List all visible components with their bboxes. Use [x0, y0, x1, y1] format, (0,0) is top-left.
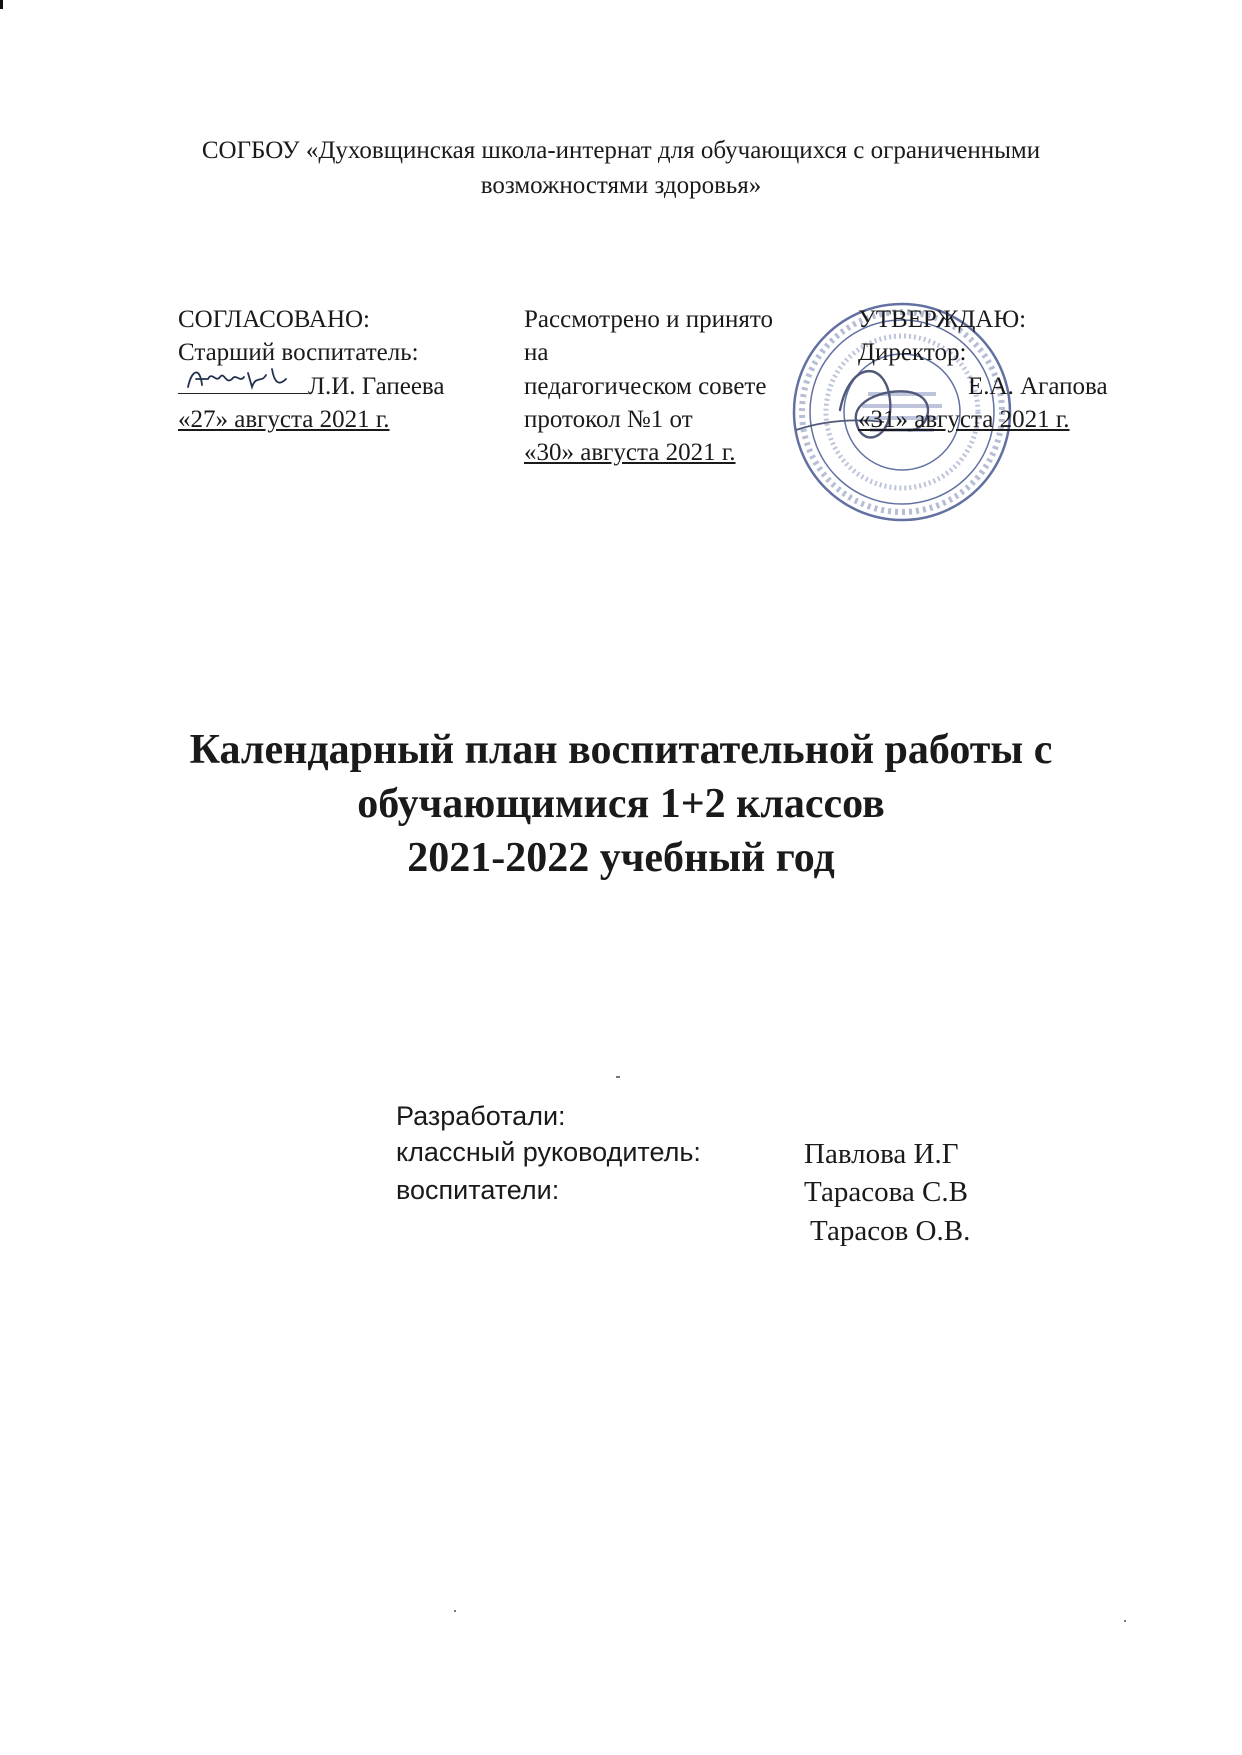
authors-heading: Разработали:: [396, 1101, 566, 1131]
council-line-1: Рассмотрено и принято: [524, 306, 773, 333]
author-role: [396, 1212, 804, 1251]
agreed-heading: СОГЛАСОВАНО:: [178, 306, 371, 333]
author-name: Тарасова С.В: [804, 1176, 968, 1209]
title-line-3: 2021-2022 учебный год: [407, 834, 835, 881]
approved-heading: УТВЕРЖДАЮ:: [858, 306, 1027, 333]
agreed-date: «27» августа 2021 г.: [178, 405, 390, 433]
author-role: классный руководитель:: [396, 1136, 701, 1167]
authors-block: [396, 1099, 970, 1251]
organization-header: [100, 134, 1142, 203]
agreed-name: Л.И. Гапеева: [308, 372, 445, 400]
title-line-2: обучающимися 1+2 классов: [357, 780, 885, 827]
approved-name: Е.А. Агапова: [968, 372, 1108, 400]
council-line-3: педагогическом совете: [524, 372, 767, 400]
author-row: [396, 1135, 970, 1174]
agreed-block: [178, 303, 445, 436]
council-block: [524, 303, 773, 469]
approved-block: [858, 303, 1108, 436]
author-row: [396, 1173, 970, 1212]
title-line-1: Календарный план воспитательной работы с: [189, 727, 1053, 773]
agreed-signature-row: [178, 370, 445, 403]
author-role: воспитатели:: [396, 1175, 560, 1206]
scan-speck: [616, 1076, 620, 1078]
org-name-line-2: возможностями здоровья»: [480, 171, 762, 199]
approved-position: Директор:: [858, 339, 967, 367]
org-name-line-1: СОГБОУ «Духовщинская школа-интернат для обучающихся с ограниченными: [201, 137, 1041, 164]
senior-educator-signature: [178, 371, 308, 394]
document-title: [60, 724, 1182, 885]
scan-speck: [454, 1610, 456, 1612]
council-date: «30» августа 2021 г.: [524, 439, 736, 466]
author-name: Тарасов О.В.: [810, 1215, 971, 1248]
approved-date: «31» августа 2021 г.: [858, 405, 1070, 433]
council-line-4: протокол №1 от: [524, 405, 693, 433]
author-row: [396, 1212, 970, 1251]
council-line-2: на: [524, 339, 549, 367]
scan-edge-mark: [0, 0, 3, 9]
scan-speck: [1124, 1620, 1126, 1622]
author-name: Павлова И.Г: [804, 1137, 959, 1170]
agreed-position: Старший воспитатель:: [178, 339, 419, 367]
